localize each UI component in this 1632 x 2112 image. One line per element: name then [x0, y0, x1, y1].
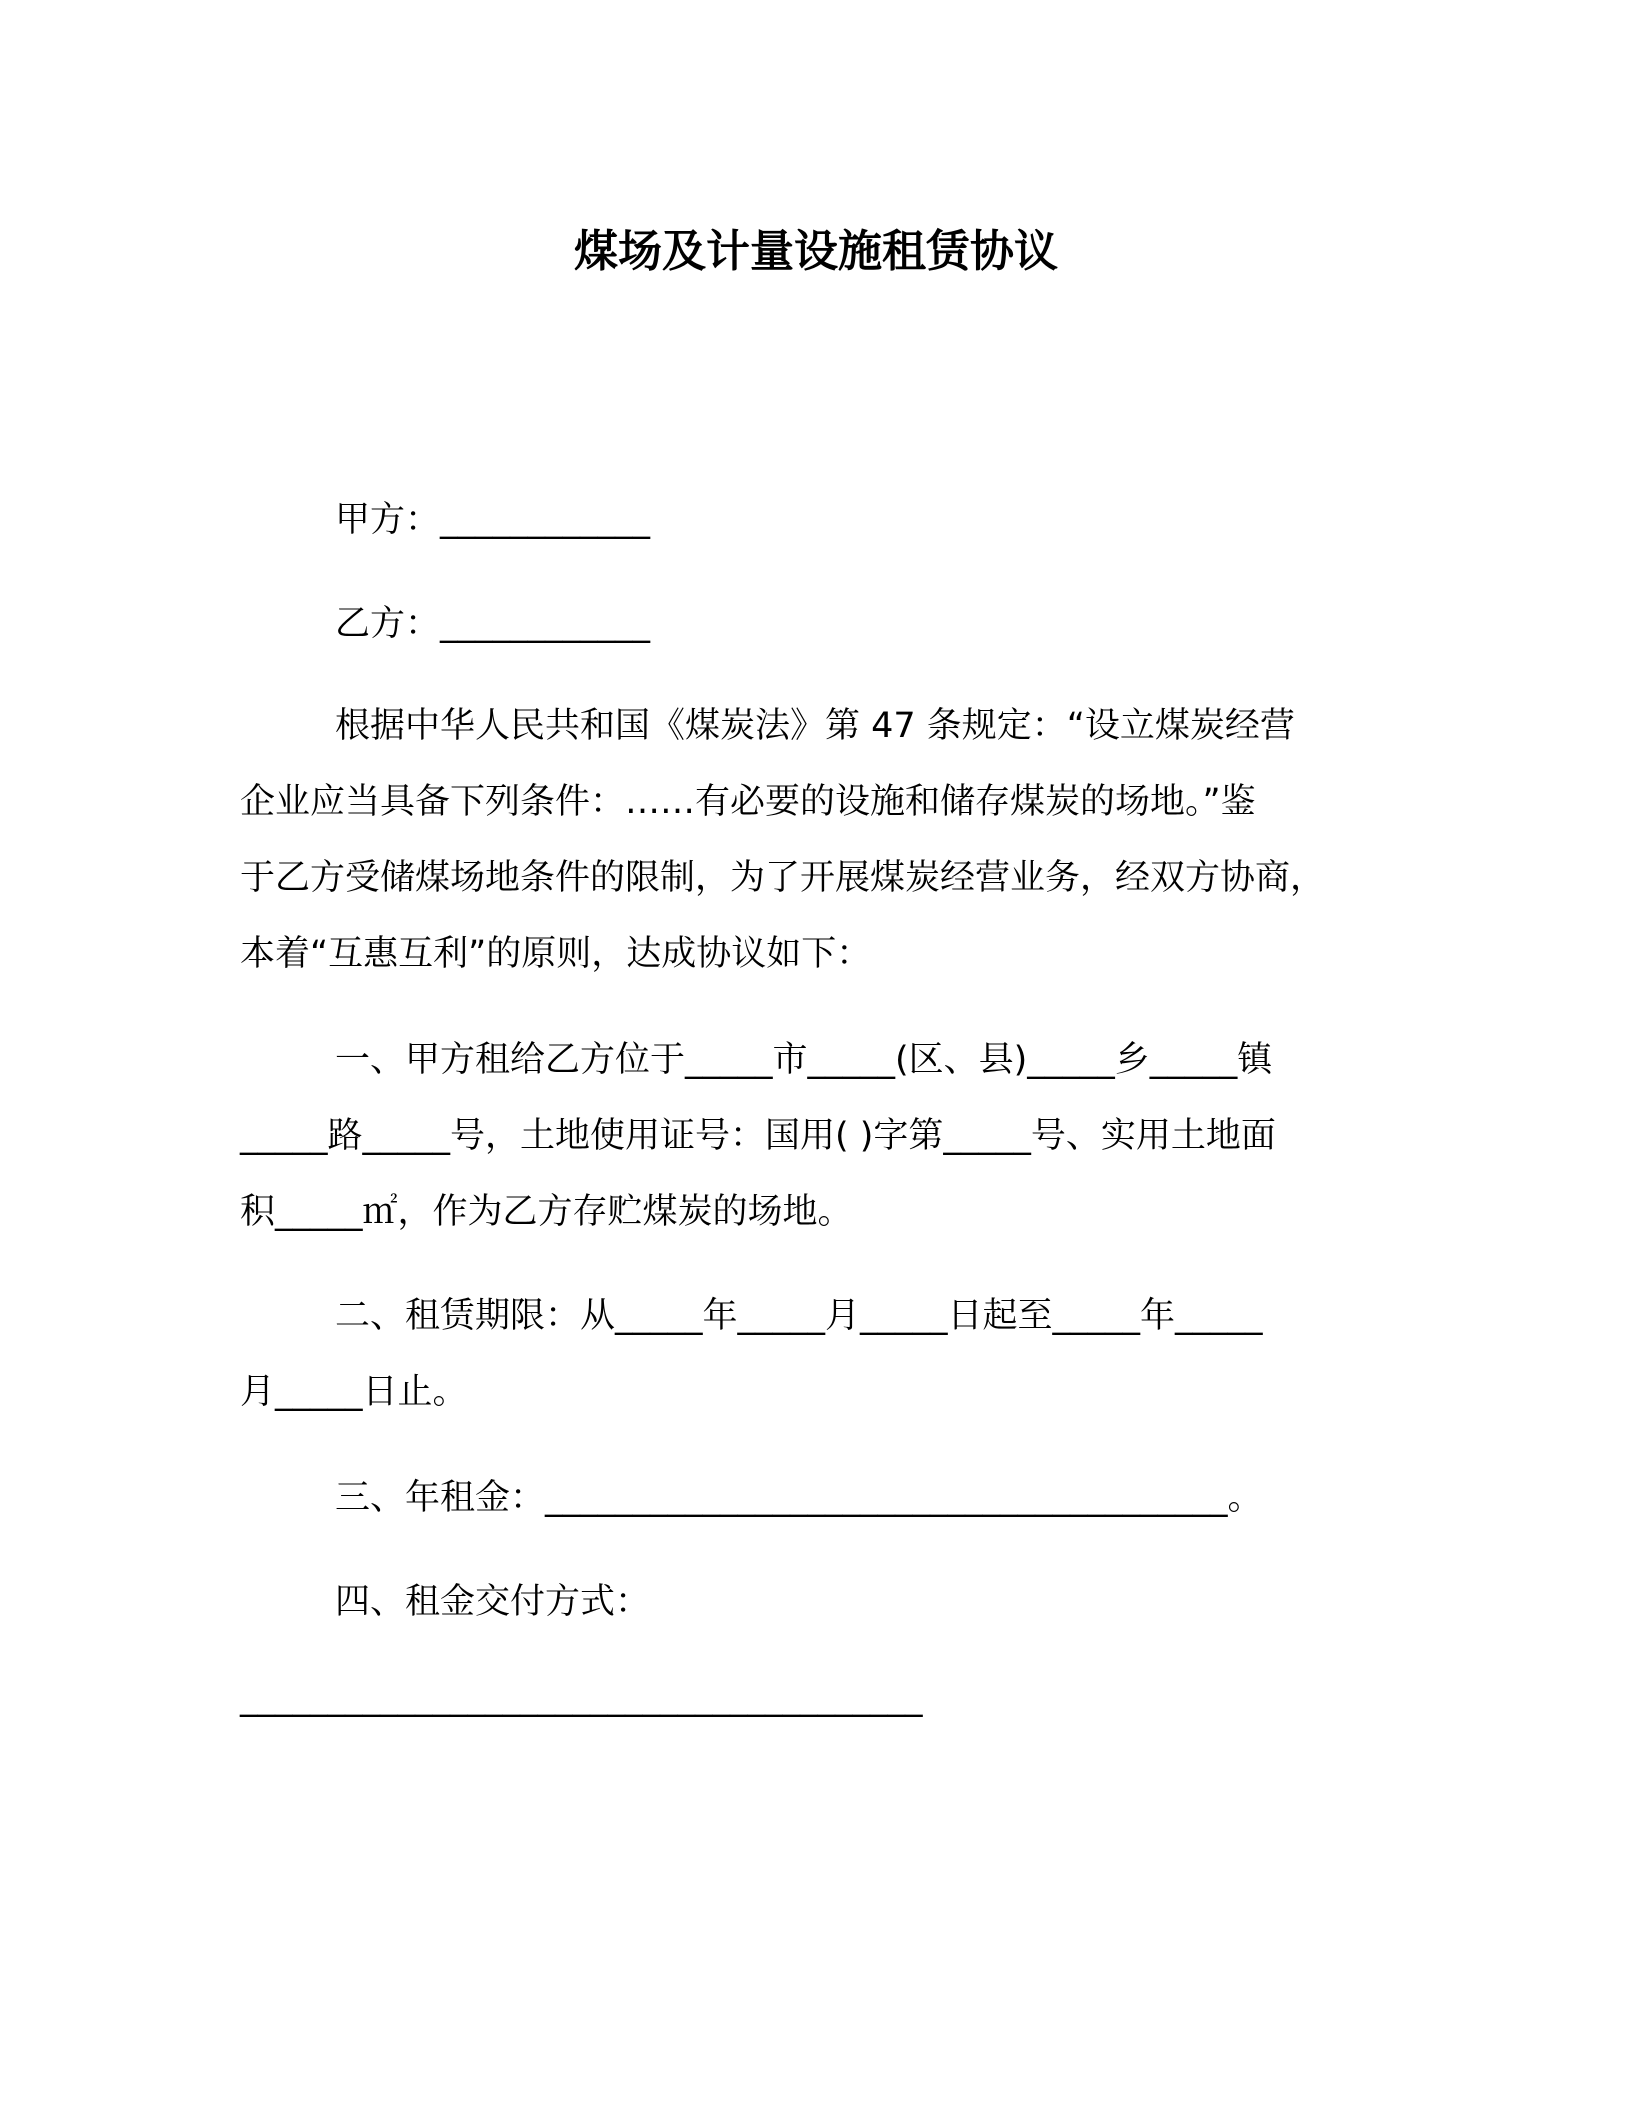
clause-1-line-2: _____路_____号，土地使用证号：国用( )字第_____号、实用土地面 — [240, 1116, 1276, 1156]
party-b-line: 乙方：____________ — [335, 604, 651, 644]
preamble-line-4: 本着“互惠互利”的原则，达成协议如下： — [240, 934, 872, 974]
clause-4-heading: 四、租金交付方式： — [335, 1582, 651, 1622]
preamble-line-3: 于乙方受储煤场地条件的限制，为了开展煤炭经营业务，经双方协商， — [240, 858, 1326, 898]
clause-2-line-1: 二、租赁期限：从_____年_____月_____日起至_____年_____ — [335, 1296, 1263, 1336]
document-title: 煤场及计量设施租赁协议 — [574, 226, 1058, 277]
clause-3-line: 三、年租金：_______________________________________。 — [335, 1478, 1263, 1518]
preamble-line-1: 根据中华人民共和国《煤炭法》第 47 条规定：“设立煤炭经营 — [335, 706, 1295, 746]
party-a-line: 甲方：____________ — [335, 500, 651, 540]
clause-1-line-1: 一、甲方租给乙方位于_____市_____(区、县)_____乡_____镇 — [335, 1040, 1273, 1080]
clause-4-blank-line: _______________________________________ — [240, 1678, 923, 1718]
clause-2-line-2: 月_____日止。 — [240, 1372, 468, 1412]
preamble-line-2: 企业应当具备下列条件：……有必要的设施和储存煤炭的场地。”鉴 — [240, 782, 1256, 822]
clause-1-line-3: 积_____㎡，作为乙方存贮煤炭的场地。 — [240, 1192, 853, 1232]
